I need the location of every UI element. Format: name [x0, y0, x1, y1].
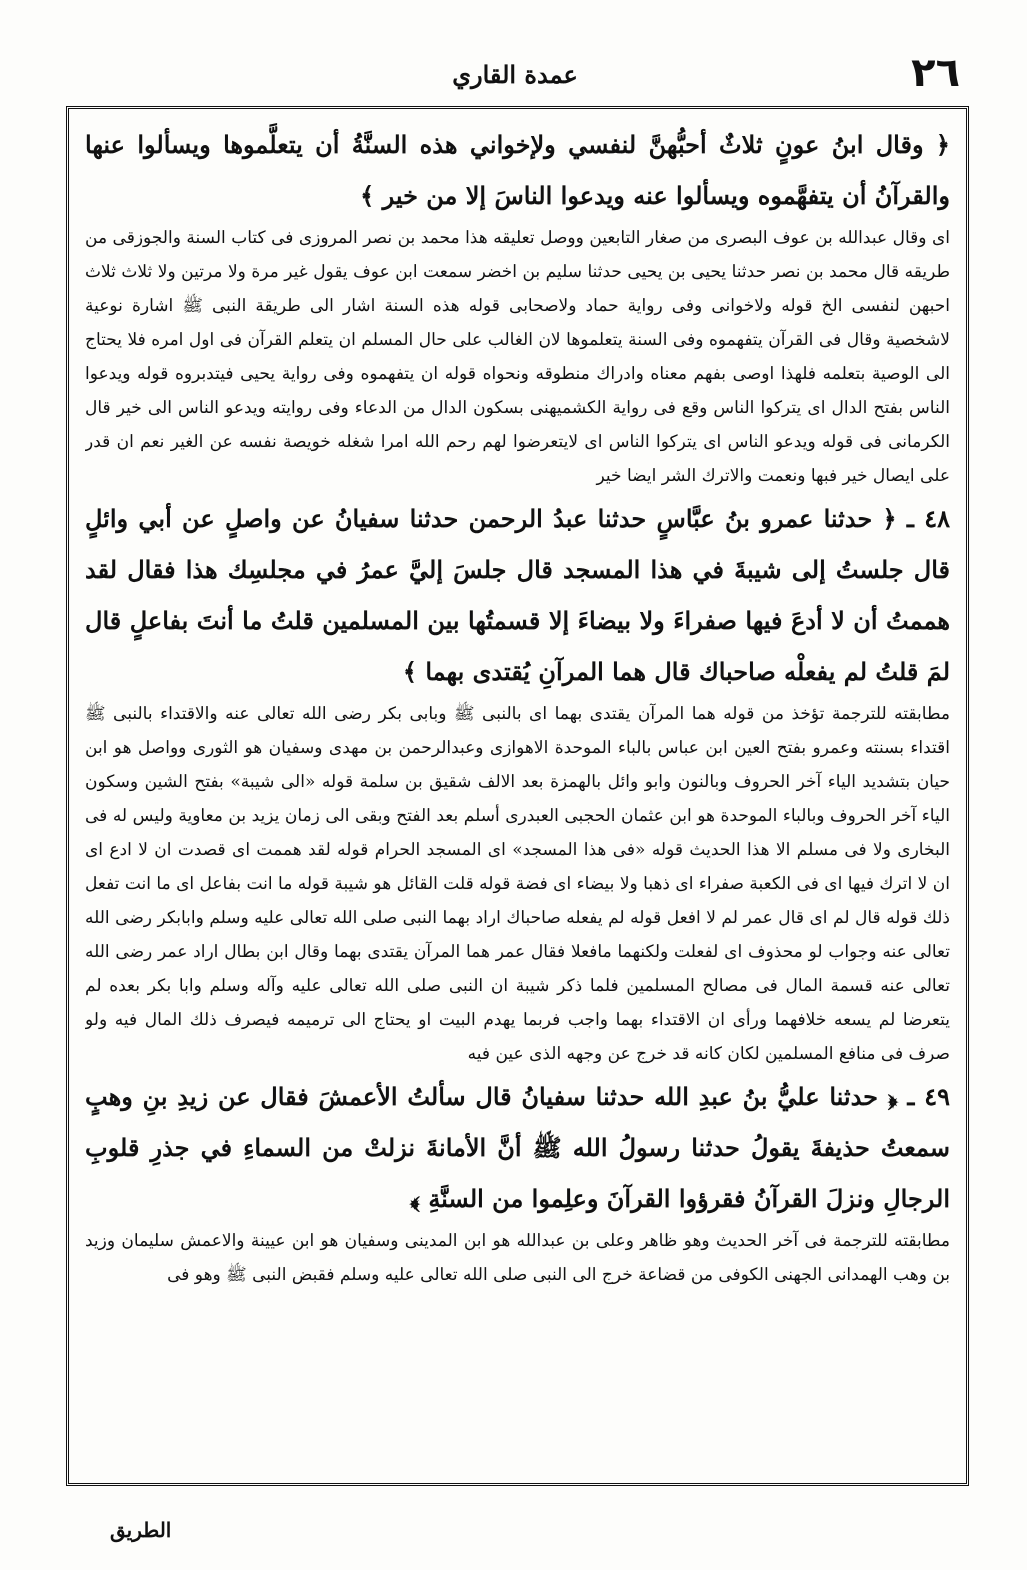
- running-title: عمدة القاري: [452, 60, 578, 89]
- text-frame: [66, 106, 969, 1486]
- page-body: [85, 119, 950, 1475]
- hadith-text: ﴿ وقال ابنُ عونٍ ثلاثٌ أحبُّهنَّ لنفسي ولإخواني هذه السنَّةُ أن يتعلَّموها ويسألوا عنها والقرآنُ أن يتفهَّموه ويسألوا عنه ويدعوا الناسَ إلا من خير ﴾: [85, 130, 950, 210]
- catchword: الطريق: [110, 1518, 172, 1542]
- page-number: ٢٦: [911, 50, 960, 96]
- commentary-text: مطابقته للترجمة فى آخر الحديث وهو ظاهر وعلى بن عبدالله هو ابن المدينى وسفيان هو ابن عيينة والاعمش سليمان وزيد بن وهب الهمدانى الجهنى الكوفى من قضاعة خرج الى النبى صلى الله تعالى عليه وسلم فقبض النبى ﷺ وهو فى: [85, 1231, 950, 1285]
- hadith-text: ٤٨ ـ ﴿ حدثنا عمرو بنُ عبَّاسٍ حدثنا عبدُ الرحمن حدثنا سفيانُ عن واصلٍ عن أبي وائلٍ قال جلستُ إلى شيبةَ في هذا المسجد قال جلسَ إليَّ عمرُ في مجلسِك هذا فقال لقد هممتُ أن لا أدعَ فيها صفراءَ ولا بيضاءَ إلا قسمتُها بين المسلمين قلتُ ما أنتَ بفاعلٍ قال لمَ قلتُ لم يفعلْه صاحباك قال هما المرآنِ يُقتدى بهما ﴾: [85, 504, 950, 686]
- hadith-text: ٤٩ ـ ﴿ حدثنا عليُّ بنُ عبدِ الله حدثنا سفيانُ قال سألتُ الأعمشَ فقال عن زيدِ بنِ وهبٍ سمعتُ حذيفةَ يقولُ حدثنا رسولُ الله ﷺ أنَّ الأمانةَ نزلتْ من السماءِ في جذرِ قلوبِ الرجالِ ونزلَ القرآنُ فقرؤوا القرآنَ وعلِموا من السنَّةِ ﴾: [85, 1082, 950, 1213]
- commentary-text: مطابقته للترجمة تؤخذ من قوله هما المرآن يقتدى بهما اى بالنبى ﷺ وبابى بكر رضى الله تعالى عنه والاقتداء بالنبى ﷺ اقتداء بسنته وعمرو بفتح العين ابن عباس بالباء الموحدة الاهوازى وعبدالرحمن بن مهدى وسفيان هو الثورى وواصل هو ابن حيان بتشديد الياء آخر الحروف وبالنون وابو وائل بالهمزة بعد الالف شقيق بن سلمة قوله «الى شيبة» بفتح الشين وسكون الياء آخر الحروف وبالباء الموحدة هو ابن عثمان الحجبى العبدرى أسلم بعد الفتح وبقى الى زمان يزيد بن معاوية وليس له فى البخارى ولا فى مسلم الا هذا الحديث قوله «فى هذا المسجد» اى المسجد الحرام قوله لقد هممت اى قصدت ان لا ادع اى ان لا اترك فيها اى فى الكعبة صفراء اى ذهبا ولا بيضاء اى فضة قوله قلت القائل هو شيبة قوله ما انت بفاعل اى ما انت تفعل ذلك قوله قال لم اى قال عمر لم لا افعل قوله لم يفعله صاحباك اراد بهما النبى صلى الله تعالى عليه وسلم وابابكر رضى الله تعالى عنه وجواب لو محذوف اى لفعلت ولكنهما مافعلا فقال عمر هما المرآن يقتدى بهما وقال ابن بطال اراد عمر رضى الله تعالى عنه قسمة المال فى مصالح المسلمين فلما ذكر شيبة ان النبى صلى الله تعالى عليه وآله وسلم وابا بكر بعده لم يتعرضا لم يسعه خلافهما ورأى ان الاقتداء بهما واجب فربما يهدم البيت او يحتاج الى ترميمه فيصرف ذلك المال فيه ولو صرف فى منافع المسلمين لكان كانه قد خرج عن وجهه الذى عين فيه: [85, 704, 950, 1064]
- commentary-text: اى وقال عبدالله بن عوف البصرى من صغار التابعين ووصل تعليقه هذا محمد بن نصر المروزى فى كتاب السنة والجوزقى من طريقه قال محمد بن نصر حدثنا يحيى بن يحيى حدثنا سليم بن اخضر سمعت ابن عوف يقول غير مرة ولا مرتين ولا ثلاث ثلاث احبهن لنفسى الخ قوله ولاخوانى وفى رواية حماد ولاصحابى قوله هذه السنة اشار الى طريقة النبى ﷺ اشارة نوعية لاشخصية وقال فى القرآن يتفهموه وفى السنة يتعلموها لان الغالب على حال المسلم ان يتعلم القرآن فى اول امره فلا يحتاج الى الوصية بتعلمه فلهذا اوصى بفهم معناه وادراك منطوقه ونحواه قوله ان يتفهموه وفى رواية يحيى فيتدبروه قوله ويدعوا الناس بفتح الدال اى يتركوا الناس وقع فى رواية الكشميهنى بسكون الدال من الدعاء وفى روايته ويدعو الناس الى خير قال الكرمانى فى قوله ويدعو الناس اى يتركوا الناس اى لايتعرضوا لهم رحم الله امرا شغله خويصة نفسه عن الغير نعم ان قدر على ايصال خير فبها ونعمت والاترك الشر ايضا خير: [85, 228, 950, 486]
- page-header: [60, 50, 970, 100]
